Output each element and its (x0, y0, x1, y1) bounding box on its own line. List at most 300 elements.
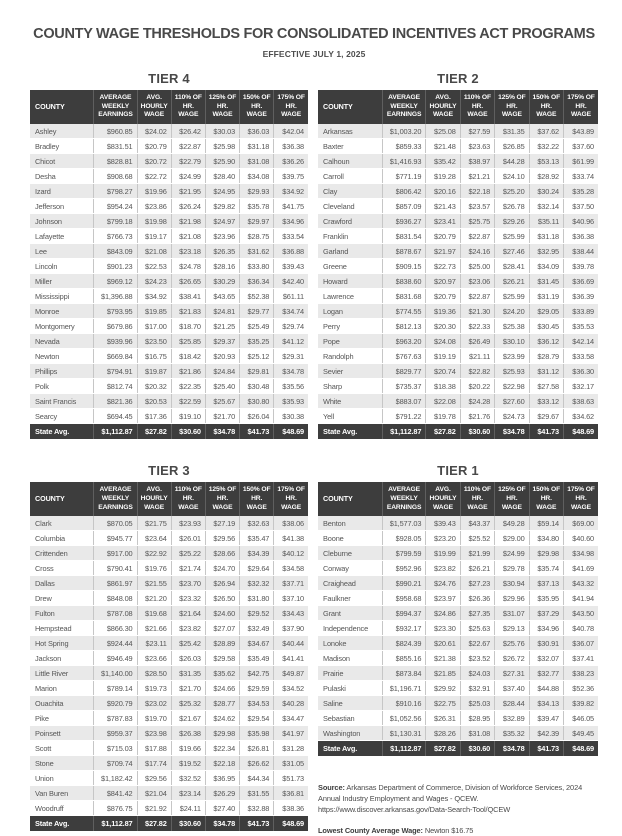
value-cell: $49.28 (495, 516, 529, 531)
value-cell: $36.81 (274, 786, 308, 801)
value-cell: $39.43 (274, 259, 308, 274)
state-avg-value: $48.69 (564, 424, 598, 440)
value-cell: $883.07 (382, 394, 425, 409)
value-cell: $41.38 (274, 531, 308, 546)
value-cell: $787.83 (94, 711, 137, 726)
value-cell: $31.80 (240, 591, 274, 606)
value-cell: $29.98 (205, 726, 239, 741)
value-cell: $29.98 (529, 546, 563, 561)
value-cell: $32.22 (529, 139, 563, 154)
county-cell: Poinsett (30, 726, 94, 741)
value-cell: $41.97 (274, 726, 308, 741)
tier-1-table-host (318, 482, 598, 756)
value-cell: $946.49 (94, 651, 137, 666)
value-cell: $24.11 (171, 801, 205, 816)
value-cell: $35.98 (240, 726, 274, 741)
value-cell: $33.58 (564, 349, 598, 364)
value-cell: $24.73 (495, 409, 529, 424)
table-row (30, 681, 308, 696)
table-row (318, 409, 598, 424)
county-cell: Sharp (318, 379, 382, 394)
county-cell: Randolph (318, 349, 382, 364)
table-row (30, 771, 308, 786)
value-cell: $22.87 (460, 289, 494, 304)
county-cell: Columbia (30, 531, 94, 546)
county-cell: Crittenden (30, 546, 94, 561)
county-cell: Chicot (30, 154, 94, 169)
value-cell: $34.43 (274, 606, 308, 621)
value-cell: $21.11 (460, 349, 494, 364)
value-cell: $33.54 (274, 229, 308, 244)
value-cell: $19.70 (137, 711, 171, 726)
value-cell: $30.91 (529, 636, 563, 651)
value-cell: $909.15 (382, 259, 425, 274)
state-avg-row (318, 424, 598, 440)
value-cell: $936.27 (382, 214, 425, 229)
value-cell: $917.00 (94, 546, 137, 561)
table-row (318, 726, 598, 741)
value-cell: $29.56 (137, 771, 171, 786)
county-cell: Pulaski (318, 681, 382, 696)
value-cell: $42.39 (529, 726, 563, 741)
value-cell: $21.21 (460, 169, 494, 184)
value-cell: $24.16 (460, 244, 494, 259)
value-cell: $26.49 (460, 334, 494, 349)
value-cell: $22.18 (460, 184, 494, 199)
value-cell: $42.14 (564, 334, 598, 349)
value-cell: $859.33 (382, 139, 425, 154)
value-cell: $21.95 (171, 184, 205, 199)
county-cell: Marion (30, 681, 94, 696)
value-cell: $21.43 (426, 199, 460, 214)
value-cell: $26.24 (171, 199, 205, 214)
column-header: AVG. HOURLY WAGE (426, 90, 460, 124)
value-cell: $22.35 (171, 379, 205, 394)
table-row (318, 636, 598, 651)
value-cell: $31.07 (495, 606, 529, 621)
county-cell: Little River (30, 666, 94, 681)
value-cell: $19.10 (171, 409, 205, 424)
county-cell: Cross (30, 561, 94, 576)
value-cell: $21.98 (171, 214, 205, 229)
value-cell: $24.60 (205, 606, 239, 621)
state-avg-value: $48.69 (564, 741, 598, 757)
value-cell: $31.35 (495, 124, 529, 139)
value-cell: $27.46 (495, 244, 529, 259)
value-cell: $910.16 (382, 696, 425, 711)
table-row (318, 606, 598, 621)
county-cell: White (318, 394, 382, 409)
value-cell: $25.98 (205, 139, 239, 154)
county-cell: Pike (30, 711, 94, 726)
value-cell: $812.74 (94, 379, 137, 394)
county-cell: Howard (318, 274, 382, 289)
value-cell: $40.12 (274, 546, 308, 561)
value-cell: $29.81 (240, 364, 274, 379)
value-cell: $19.19 (426, 349, 460, 364)
column-header: 125% OF HR. WAGE (205, 90, 239, 124)
value-cell: $939.96 (94, 334, 137, 349)
state-avg-value: $27.82 (426, 741, 460, 757)
value-cell: $34.58 (274, 561, 308, 576)
value-cell: $26.50 (205, 591, 239, 606)
value-cell: $19.87 (137, 364, 171, 379)
value-cell: $29.93 (240, 184, 274, 199)
value-cell: $21.99 (460, 546, 494, 561)
value-cell: $828.81 (94, 154, 137, 169)
value-cell: $69.00 (564, 516, 598, 531)
table-row (30, 651, 308, 666)
value-cell: $29.26 (495, 214, 529, 229)
table-row (30, 214, 308, 229)
value-cell: $19.68 (137, 606, 171, 621)
value-cell: $25.75 (460, 214, 494, 229)
value-cell: $24.08 (426, 334, 460, 349)
table-row (30, 304, 308, 319)
value-cell: $17.74 (137, 756, 171, 771)
value-cell: $23.57 (460, 199, 494, 214)
value-cell: $28.79 (529, 349, 563, 364)
table-row (30, 139, 308, 154)
value-cell: $22.75 (426, 696, 460, 711)
value-cell: $21.64 (171, 606, 205, 621)
value-cell: $19.66 (171, 741, 205, 756)
value-cell: $34.92 (274, 184, 308, 199)
value-cell: $21.20 (137, 591, 171, 606)
table-row (318, 591, 598, 606)
lowest-wage-note (318, 825, 602, 836)
value-cell: $22.73 (426, 259, 460, 274)
value-cell: $774.55 (382, 304, 425, 319)
state-avg-value: $1,112.87 (94, 424, 137, 440)
table-row (318, 334, 598, 349)
value-cell: $27.07 (205, 621, 239, 636)
value-cell: $29.37 (205, 334, 239, 349)
value-cell: $28.92 (529, 169, 563, 184)
county-cell: Izard (30, 184, 94, 199)
value-cell: $23.64 (137, 531, 171, 546)
value-cell: $23.50 (137, 334, 171, 349)
table-row (318, 576, 598, 591)
value-cell: $37.10 (274, 591, 308, 606)
value-cell: $26.21 (460, 561, 494, 576)
value-cell: $848.08 (94, 591, 137, 606)
tier-4-table-host (30, 90, 308, 439)
column-header: AVG. HOURLY WAGE (137, 482, 171, 516)
value-cell: $35.78 (240, 199, 274, 214)
value-cell: $34.80 (529, 531, 563, 546)
value-cell: $30.03 (205, 124, 239, 139)
column-header: 125% OF HR. WAGE (495, 90, 529, 124)
value-cell: $694.45 (94, 409, 137, 424)
value-cell: $1,577.03 (382, 516, 425, 531)
tier-3-section (30, 463, 308, 831)
state-avg-row (318, 741, 598, 757)
value-cell: $19.98 (137, 214, 171, 229)
value-cell: $35.47 (240, 531, 274, 546)
value-cell: $23.63 (460, 139, 494, 154)
county-cell: Johnson (30, 214, 94, 229)
table-row (318, 711, 598, 726)
county-cell: Cleveland (318, 199, 382, 214)
state-avg-value: $41.73 (240, 816, 274, 832)
value-cell: $963.20 (382, 334, 425, 349)
state-avg-value: $41.73 (529, 424, 563, 440)
county-cell: Garland (318, 244, 382, 259)
county-cell: Woodruff (30, 801, 94, 816)
value-cell: $52.36 (564, 681, 598, 696)
state-avg-value: $48.69 (274, 816, 308, 832)
value-cell: $36.30 (564, 364, 598, 379)
value-cell: $21.25 (205, 319, 239, 334)
value-cell: $40.28 (274, 696, 308, 711)
header-row (318, 90, 598, 124)
value-cell: $26.01 (171, 531, 205, 546)
column-header: AVG. HOURLY WAGE (137, 90, 171, 124)
value-cell: $33.80 (240, 259, 274, 274)
table-row (318, 184, 598, 199)
value-cell: $23.18 (171, 244, 205, 259)
value-cell: $21.66 (137, 621, 171, 636)
table-row (318, 531, 598, 546)
county-cell: Van Buren (30, 786, 94, 801)
value-cell: $25.32 (171, 696, 205, 711)
county-cell: Craighead (318, 576, 382, 591)
table-row (30, 726, 308, 741)
value-cell: $21.30 (460, 304, 494, 319)
column-header: 110% OF HR. WAGE (171, 90, 205, 124)
table-row (30, 184, 308, 199)
value-cell: $43.89 (564, 124, 598, 139)
value-cell: $32.52 (171, 771, 205, 786)
value-cell: $27.19 (205, 516, 239, 531)
value-cell: $799.59 (382, 546, 425, 561)
county-cell: Searcy (30, 409, 94, 424)
value-cell: $39.47 (529, 711, 563, 726)
county-cell: Sebastian (318, 711, 382, 726)
value-cell: $767.63 (382, 349, 425, 364)
value-cell: $34.96 (529, 621, 563, 636)
value-cell: $831.68 (382, 289, 425, 304)
table-row (30, 319, 308, 334)
table-row (30, 756, 308, 771)
value-cell: $25.40 (205, 379, 239, 394)
value-cell: $28.50 (137, 666, 171, 681)
value-cell: $29.52 (240, 606, 274, 621)
table-row (318, 379, 598, 394)
value-cell: $1,396.88 (94, 289, 137, 304)
value-cell: $870.05 (94, 516, 137, 531)
value-cell: $20.61 (426, 636, 460, 651)
county-cell: Jackson (30, 651, 94, 666)
value-cell: $21.74 (171, 561, 205, 576)
county-cell: Pope (318, 334, 382, 349)
value-cell: $24.99 (495, 546, 529, 561)
value-cell: $1,416.93 (382, 154, 425, 169)
column-header: AVERAGE WEEKLY EARNINGS (382, 90, 425, 124)
value-cell: $26.04 (240, 409, 274, 424)
column-header: 175% OF HR. WAGE (274, 482, 308, 516)
table-row (318, 214, 598, 229)
value-cell: $23.41 (426, 214, 460, 229)
value-cell: $22.18 (205, 756, 239, 771)
value-cell: $33.89 (564, 304, 598, 319)
value-cell: $23.30 (426, 621, 460, 636)
value-cell: $878.67 (382, 244, 425, 259)
county-cell: Independence (318, 621, 382, 636)
county-cell: Desha (30, 169, 94, 184)
value-cell: $41.94 (564, 591, 598, 606)
value-cell: $26.35 (205, 244, 239, 259)
table-row (318, 516, 598, 531)
value-cell: $30.48 (240, 379, 274, 394)
table-row (30, 636, 308, 651)
value-cell: $25.42 (171, 636, 205, 651)
value-cell: $30.80 (240, 394, 274, 409)
value-cell: $39.78 (564, 259, 598, 274)
value-cell: $855.16 (382, 651, 425, 666)
value-cell: $26.38 (171, 726, 205, 741)
table-row (318, 681, 598, 696)
state-avg-value: $34.78 (205, 424, 239, 440)
table-row (318, 349, 598, 364)
state-avg-value: $30.60 (171, 816, 205, 832)
wage-table (318, 482, 598, 756)
state-avg-label: State Avg. (318, 424, 382, 440)
value-cell: $23.86 (137, 199, 171, 214)
table-row (30, 516, 308, 531)
value-cell: $61.99 (564, 154, 598, 169)
table-row (318, 696, 598, 711)
value-cell: $794.91 (94, 364, 137, 379)
value-cell: $35.42 (426, 154, 460, 169)
county-cell: Ashley (30, 124, 94, 139)
value-cell: $35.56 (274, 379, 308, 394)
value-cell: $25.63 (460, 621, 494, 636)
state-avg-value: $34.78 (495, 424, 529, 440)
table-row (318, 259, 598, 274)
value-cell: $21.08 (171, 229, 205, 244)
value-cell: $20.53 (137, 394, 171, 409)
county-cell: Saline (318, 696, 382, 711)
value-cell: $1,140.00 (94, 666, 137, 681)
value-cell: $23.52 (460, 651, 494, 666)
value-cell: $36.07 (564, 636, 598, 651)
value-cell: $27.31 (495, 666, 529, 681)
county-cell: Clay (318, 184, 382, 199)
county-cell: Hot Spring (30, 636, 94, 651)
county-cell: Arkansas (318, 124, 382, 139)
state-avg-value: $48.69 (274, 424, 308, 440)
value-cell: $41.12 (274, 334, 308, 349)
value-cell: $17.00 (137, 319, 171, 334)
value-cell: $32.32 (240, 576, 274, 591)
value-cell: $21.67 (171, 711, 205, 726)
value-cell: $21.55 (137, 576, 171, 591)
value-cell: $679.86 (94, 319, 137, 334)
county-cell: Madison (318, 651, 382, 666)
value-cell: $43.37 (460, 516, 494, 531)
tier-3-table-host (30, 482, 308, 831)
county-cell: Polk (30, 379, 94, 394)
table-row (30, 696, 308, 711)
value-cell: $18.42 (171, 349, 205, 364)
county-cell: Jefferson (30, 199, 94, 214)
column-header: 150% OF HR. WAGE (529, 90, 563, 124)
value-cell: $812.13 (382, 319, 425, 334)
table-row (30, 576, 308, 591)
value-cell: $24.10 (495, 169, 529, 184)
wage-table (318, 90, 598, 439)
value-cell: $25.93 (495, 364, 529, 379)
value-cell: $1,182.42 (94, 771, 137, 786)
value-cell: $22.82 (460, 364, 494, 379)
value-cell: $30.94 (495, 576, 529, 591)
value-cell: $954.24 (94, 199, 137, 214)
value-cell: $1,052.56 (382, 711, 425, 726)
value-cell: $29.54 (240, 711, 274, 726)
value-cell: $22.33 (460, 319, 494, 334)
table-row (318, 154, 598, 169)
value-cell: $38.06 (274, 516, 308, 531)
county-cell: Scott (30, 741, 94, 756)
value-cell: $41.75 (274, 199, 308, 214)
value-cell: $29.92 (426, 681, 460, 696)
value-cell: $24.23 (137, 274, 171, 289)
table-row (318, 651, 598, 666)
value-cell: $829.77 (382, 364, 425, 379)
lowest-wage-label: Lowest County Average Wage: (318, 825, 423, 835)
value-cell: $21.70 (171, 681, 205, 696)
tier-2-section (318, 71, 598, 439)
value-cell: $715.03 (94, 741, 137, 756)
value-cell: $29.59 (240, 681, 274, 696)
value-cell: $22.72 (137, 169, 171, 184)
value-cell: $17.36 (137, 409, 171, 424)
value-cell: $29.13 (495, 621, 529, 636)
county-cell: Boone (318, 531, 382, 546)
value-cell: $34.08 (240, 169, 274, 184)
tier-3-title: TIER 3 (148, 463, 190, 479)
value-cell: $34.39 (240, 546, 274, 561)
county-cell: Logan (318, 304, 382, 319)
value-cell: $35.32 (495, 726, 529, 741)
value-cell: $21.04 (137, 786, 171, 801)
value-cell: $25.99 (495, 229, 529, 244)
header-row (318, 482, 598, 516)
value-cell: $32.63 (240, 516, 274, 531)
value-cell: $18.38 (426, 379, 460, 394)
value-cell: $20.22 (460, 379, 494, 394)
tier-2-table-host (318, 90, 598, 439)
value-cell: $24.66 (205, 681, 239, 696)
value-cell: $26.29 (205, 786, 239, 801)
value-cell: $798.27 (94, 184, 137, 199)
value-cell: $30.24 (529, 184, 563, 199)
table-row (30, 786, 308, 801)
value-cell: $26.42 (171, 124, 205, 139)
value-cell: $821.36 (94, 394, 137, 409)
value-cell: $46.05 (564, 711, 598, 726)
value-cell: $34.53 (240, 696, 274, 711)
value-cell: $23.06 (460, 274, 494, 289)
table-row (30, 409, 308, 424)
state-avg-row (30, 816, 308, 832)
column-header: 175% OF HR. WAGE (564, 90, 598, 124)
state-avg-value: $27.82 (137, 424, 171, 440)
column-header: AVG. HOURLY WAGE (426, 482, 460, 516)
state-avg-row (30, 424, 308, 440)
